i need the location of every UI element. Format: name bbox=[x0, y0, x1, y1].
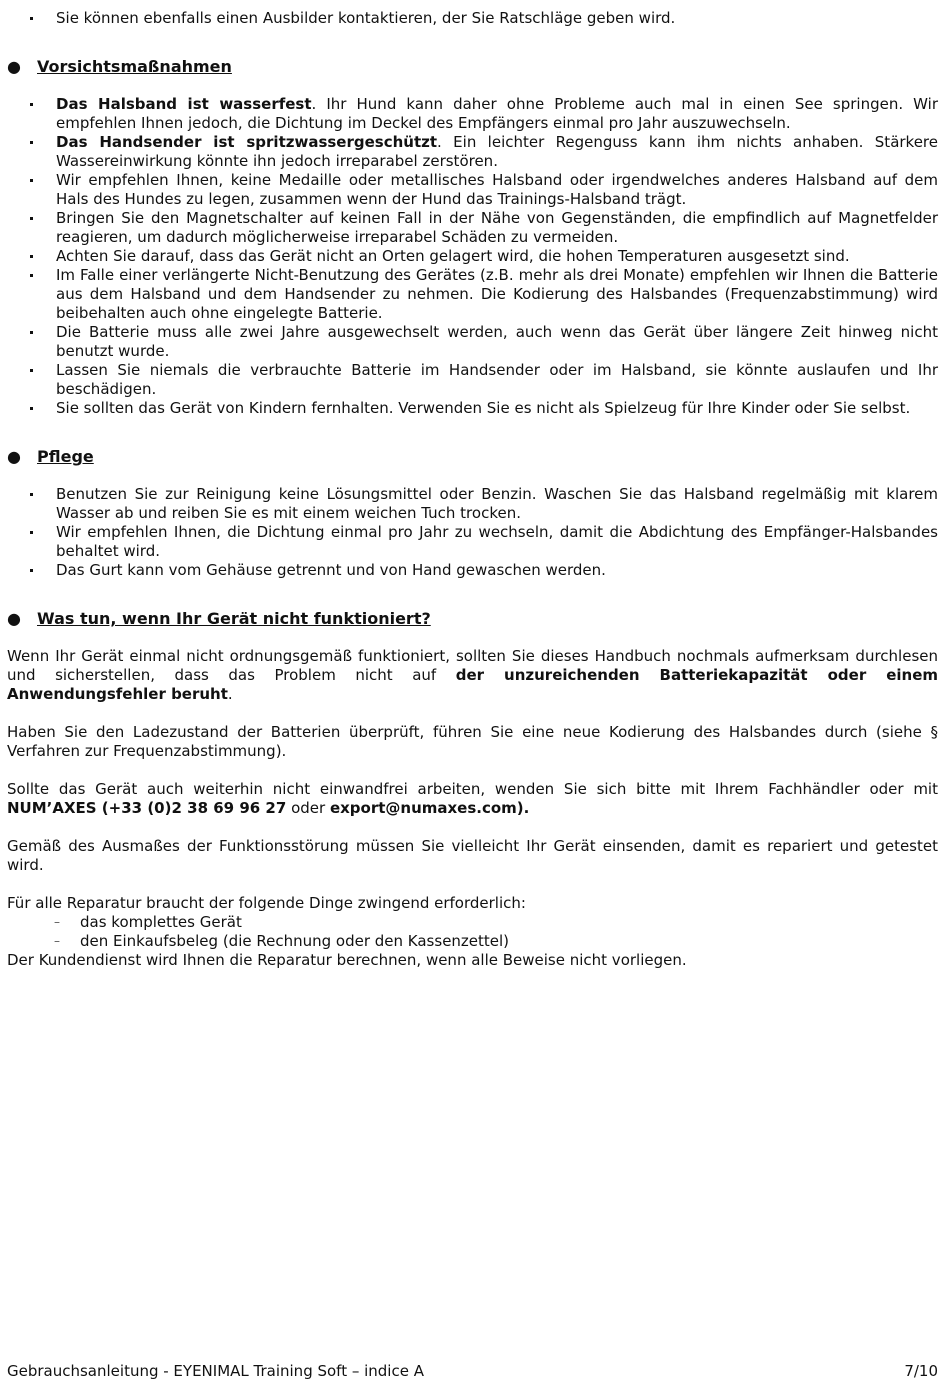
care-list bbox=[7, 485, 938, 580]
list-item bbox=[7, 561, 938, 580]
list-item bbox=[7, 209, 938, 247]
list-item bbox=[7, 171, 938, 209]
footer-title: Gebrauchsanleitung - EYENIMAL Training Soft – indice A bbox=[7, 1362, 424, 1380]
list-item-text: Das Gurt kann vom Gehäuse getrennt und von Hand gewaschen werden. bbox=[56, 561, 606, 579]
list-item bbox=[7, 266, 938, 323]
list-item-bold: Das Halsband ist wasserfest bbox=[56, 95, 312, 113]
paragraph-text: Wenn Ihr Gerät einmal nicht ordnungsgemäß funktioniert, sollten Sie dieses Handbuch nochmals aufmerksam durchlesen und sicherstellen, dass das Problem nicht auf bbox=[7, 647, 938, 684]
list-item bbox=[7, 361, 938, 399]
paragraph bbox=[7, 647, 938, 704]
paragraph: Haben Sie den Ladezustand der Batterien überprüft, führen Sie eine neue Kodierung des Halsbandes durch (siehe § Verfahren zur Frequenzabstimmung). bbox=[7, 723, 938, 760]
list-item-text: Sie sollten das Gerät von Kindern fernhalten. Verwenden Sie es nicht als Spielzeug für Ihre Kinder oder Sie selbst. bbox=[56, 399, 911, 417]
list-item-text: Wir empfehlen Ihnen, die Dichtung einmal pro Jahr zu wechseln, damit die Abdichtung des Empfänger-Halsbandes behaltet wird. bbox=[56, 523, 938, 560]
list-item-text: Die Batterie muss alle zwei Jahre ausgewechselt werden, auch wenn das Gerät über längere Zeit hinweg nicht benutzt wurde. bbox=[56, 323, 938, 360]
list-item-text: Sie können ebenfalls einen Ausbilder kontaktieren, der Sie Ratschläge geben wird. bbox=[56, 9, 676, 27]
section-title: Was tun, wenn Ihr Gerät nicht funktioniert? bbox=[37, 609, 431, 628]
list-item-text: Im Falle einer verlängerte Nicht-Benutzung des Gerätes (z.B. mehr als drei Monate) empfehlen wir Ihnen die Batterie aus dem Halsband und dem Handsender zu nehmen. Die Kodierung des Halsbandes (Frequenzabstimmung) wird beibehalten auch ohne eingelegte Batterie. bbox=[56, 266, 938, 322]
list-item bbox=[7, 523, 938, 561]
paragraph: Für alle Reparatur braucht der folgende Dinge zwingend erforderlich: bbox=[7, 894, 526, 912]
paragraph-text: . bbox=[227, 685, 233, 703]
list-item bbox=[7, 247, 938, 266]
bullet-dot: ● bbox=[7, 57, 21, 76]
paragraph: Gemäß des Ausmaßes der Funktionsstörung müssen Sie vielleicht Ihr Gerät einsenden, damit es repariert und getestet wird. bbox=[7, 837, 938, 874]
page-number: 7/10 bbox=[904, 1362, 938, 1380]
list-item: – den Einkaufsbeleg (die Rechnung oder den Kassenzettel) bbox=[7, 932, 938, 951]
section-title: Pflege bbox=[37, 447, 94, 466]
list-item-text: . Ihr Hund kann daher ohne Probleme auch mal in einen See springen. Wir empfehlen Ihnen jedoch, die Dichtung im Deckel des Empfängers einmal pro Jahr auszuwechseln. bbox=[56, 95, 939, 132]
list-item-bold: Das Handsender ist spritzwassergeschützt bbox=[56, 133, 438, 151]
section-heading-trouble bbox=[7, 609, 938, 628]
list-item bbox=[7, 133, 938, 171]
list-item bbox=[7, 9, 938, 28]
document-page bbox=[7, 9, 938, 970]
section-heading-care bbox=[7, 447, 938, 466]
precautions-list bbox=[7, 95, 938, 418]
paragraph-bold: der unzureichenden Batteriekapazität oder einem Anwendungsfehler beruht bbox=[7, 666, 939, 703]
bullet-dot: ● bbox=[7, 447, 21, 466]
list-item bbox=[7, 323, 938, 361]
list-item-text: Wir empfehlen Ihnen, keine Medaille oder metallisches Halsband oder irgendwelches anderes Halsband auf dem Hals des Hundes zu legen, zusammen wenn der Hund das Trainings-Halsband trägt. bbox=[56, 171, 938, 208]
list-item bbox=[7, 399, 938, 418]
paragraph: Der Kundendienst wird Ihnen die Reparatur berechnen, wenn alle Beweise nicht vorliegen. bbox=[7, 951, 687, 969]
section-heading-precautions bbox=[7, 57, 938, 76]
section-title: Vorsichtsmaßnahmen bbox=[37, 57, 232, 76]
list-item-text: Benutzen Sie zur Reinigung keine Lösungsmittel oder Benzin. Waschen Sie das Halsband regelmäßig mit klarem Wasser ab und reiben Sie es mit einem weichen Tuch trocken. bbox=[56, 485, 938, 522]
contact-phone: NUM’AXES (+33 (0)2 38 69 96 27 bbox=[7, 799, 287, 817]
list-item bbox=[7, 485, 938, 523]
list-item: – das komplettes Gerät bbox=[7, 913, 938, 932]
paragraph bbox=[7, 780, 938, 818]
paragraph-text: Sollte das Gerät auch weiterhin nicht einwandfrei arbeiten, wenden Sie sich bitte mit Ihrem Fachhändler oder mit bbox=[7, 780, 938, 798]
intro-list bbox=[7, 9, 938, 28]
list-item-text: . Ein leichter Regenguss kann ihm nichts anhaben. Stärkere Wassereinwirkung könnte ihn jedoch irreparabel zerstören. bbox=[56, 133, 938, 170]
list-item bbox=[7, 95, 938, 133]
list-item-text: Lassen Sie niemals die verbrauchte Batterie im Handsender oder im Halsband, sie könnte auslaufen und Ihr beschädigen. bbox=[56, 361, 938, 398]
paragraph-text: oder bbox=[286, 799, 330, 817]
contact-email: export@numaxes.com). bbox=[329, 799, 530, 817]
requirements-list bbox=[7, 913, 938, 951]
list-item-text: Bringen Sie den Magnetschalter auf keinen Fall in der Nähe von Gegenständen, die empfindlich auf Magnetfelder reagieren, um dadurch möglicherweise irreparabel Schäden zu vermeiden. bbox=[56, 209, 938, 246]
list-item-text: Achten Sie darauf, dass das Gerät nicht an Orten gelagert wird, die hohen Temperaturen ausgesetzt sind. bbox=[56, 247, 850, 265]
bullet-dot: ● bbox=[7, 609, 21, 628]
